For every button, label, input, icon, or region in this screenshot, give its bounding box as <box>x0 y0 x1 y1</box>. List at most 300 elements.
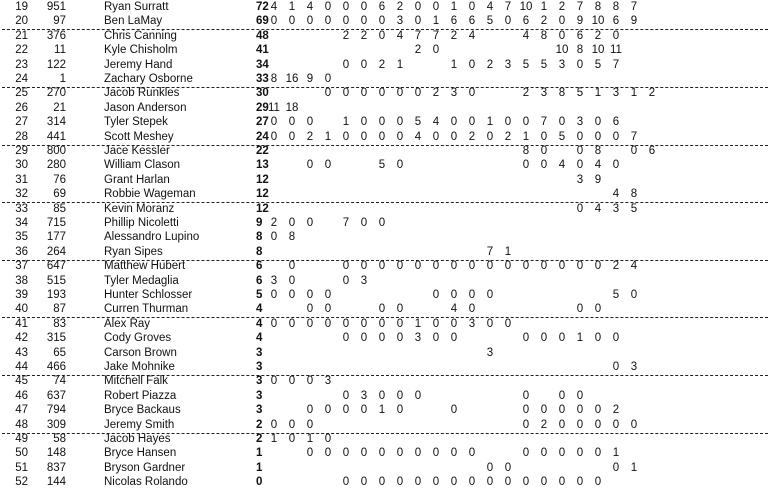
race-score-cell: 5 <box>378 159 386 172</box>
race-score-cell: 0 <box>324 87 332 100</box>
race-score-cell: 0 <box>324 1 332 13</box>
race-score-cell: 0 <box>288 289 296 301</box>
race-score-cell: 0 <box>612 461 620 474</box>
total-points-cell: 1 <box>256 447 263 460</box>
race-score-cell: 0 <box>360 476 368 489</box>
race-score-cell: 2 <box>540 418 548 431</box>
rider-name-cell: Kevin Moranz <box>104 202 175 215</box>
race-score-cell: 0 <box>558 116 566 129</box>
race-score-cell: 3 <box>270 274 278 287</box>
race-score-cell: 0 <box>288 116 296 129</box>
race-score-cell: 0 <box>378 116 386 129</box>
race-score-cell: 0 <box>594 130 602 143</box>
race-score-cell: 0 <box>288 15 296 28</box>
race-score-cell: 1 <box>540 1 548 13</box>
race-score-cell: 0 <box>324 433 332 445</box>
table-row <box>0 187 772 201</box>
total-points-cell: 22 <box>256 145 269 157</box>
race-score-cell: 4 <box>432 116 440 129</box>
race-score-cell: 0 <box>324 303 332 316</box>
position-cell: 24 <box>15 73 28 85</box>
race-score-cell: 0 <box>576 130 584 143</box>
race-score-cell: 0 <box>504 116 512 129</box>
total-points-cell: 3 <box>256 375 263 388</box>
race-score-cell: 0 <box>486 260 494 273</box>
race-score-cell: 0 <box>270 317 278 330</box>
position-cell: 27 <box>15 116 28 129</box>
rider-number-cell: 1 <box>59 73 66 85</box>
race-score-cell: 0 <box>306 404 314 417</box>
race-score-cell: 4 <box>594 202 602 215</box>
table-row <box>0 403 772 417</box>
race-score-cell: 0 <box>306 289 314 301</box>
race-score-cell: 0 <box>342 274 350 287</box>
race-score-cell: 0 <box>576 303 584 316</box>
race-score-cell: 5 <box>540 58 548 71</box>
table-row <box>0 158 772 172</box>
position-cell: 25 <box>15 87 28 100</box>
total-points-cell: 3 <box>256 346 263 359</box>
race-score-cell: 0 <box>540 447 548 460</box>
race-score-cell: 0 <box>630 145 638 157</box>
total-points-cell: 1 <box>256 461 263 474</box>
race-score-cell: 0 <box>486 461 494 474</box>
race-score-cell: 0 <box>288 130 296 143</box>
rider-number-cell: 177 <box>46 231 66 244</box>
race-score-cell: 4 <box>270 1 278 13</box>
race-score-cell: 0 <box>432 332 440 345</box>
race-score-cell: 1 <box>270 433 278 445</box>
race-score-cell: 0 <box>468 116 476 129</box>
race-score-cell: 0 <box>576 389 584 402</box>
race-score-cell: 8 <box>522 145 530 157</box>
race-score-cell: 4 <box>468 29 476 42</box>
race-score-cell: 0 <box>414 447 422 460</box>
race-score-cell: 0 <box>522 447 530 460</box>
position-cell: 38 <box>15 274 28 287</box>
race-score-cell: 0 <box>540 145 548 157</box>
race-score-cell: 2 <box>522 87 530 100</box>
total-points-cell: 41 <box>256 44 269 57</box>
race-score-cell: 0 <box>306 375 314 388</box>
total-points-cell: 12 <box>256 173 269 186</box>
race-score-cell: 9 <box>594 173 602 186</box>
race-score-cell: 0 <box>378 87 386 100</box>
race-score-cell: 0 <box>468 87 476 100</box>
race-score-cell: 0 <box>432 476 440 489</box>
race-score-cell: 2 <box>306 130 314 143</box>
race-score-cell: 0 <box>594 260 602 273</box>
race-score-cell: 0 <box>396 303 404 316</box>
race-score-cell: 4 <box>396 29 404 42</box>
rider-number-cell: 144 <box>46 476 66 489</box>
race-score-cell: 0 <box>504 461 512 474</box>
race-score-cell: 3 <box>612 202 620 215</box>
race-score-cell: 0 <box>576 202 584 215</box>
race-score-cell: 0 <box>504 317 512 330</box>
rider-number-cell: 83 <box>53 317 66 330</box>
race-score-cell: 7 <box>342 217 350 229</box>
race-score-cell: 6 <box>522 15 530 28</box>
race-score-cell: 8 <box>594 145 602 157</box>
race-score-cell: 5 <box>558 130 566 143</box>
table-row <box>0 274 772 288</box>
race-score-cell: 0 <box>612 361 620 373</box>
race-score-cell: 0 <box>360 332 368 345</box>
rider-name-cell: Tyler Stepek <box>104 116 168 129</box>
table-row <box>0 173 772 187</box>
race-score-cell: 0 <box>504 260 512 273</box>
total-points-cell: 69 <box>256 15 269 28</box>
rider-name-cell: Zachary Osborne <box>104 73 193 85</box>
race-score-cell: 0 <box>396 404 404 417</box>
race-score-cell: 0 <box>522 159 530 172</box>
rider-name-cell: Jacob Runkles <box>104 87 180 100</box>
race-score-cell: 0 <box>306 159 314 172</box>
rider-number-cell: 309 <box>46 418 66 431</box>
race-score-cell: 0 <box>558 15 566 28</box>
rider-number-cell: 715 <box>46 217 66 229</box>
race-score-cell: 0 <box>342 404 350 417</box>
race-score-cell: 0 <box>468 476 476 489</box>
race-score-cell: 3 <box>486 346 494 359</box>
position-cell: 26 <box>15 101 28 114</box>
total-points-cell: 8 <box>256 245 263 258</box>
rider-number-cell: 280 <box>46 159 66 172</box>
rider-number-cell: 87 <box>53 303 66 316</box>
race-score-cell: 0 <box>360 58 368 71</box>
table-row <box>0 130 772 144</box>
rider-name-cell: Phillip Nicoletti <box>104 217 179 229</box>
race-score-cell: 0 <box>576 418 584 431</box>
table-row <box>0 14 772 28</box>
race-score-cell: 0 <box>396 159 404 172</box>
table-row <box>0 432 772 446</box>
race-score-cell: 0 <box>450 289 458 301</box>
race-score-cell: 1 <box>342 116 350 129</box>
race-score-cell: 6 <box>450 15 458 28</box>
rider-name-cell: Cody Groves <box>104 332 172 345</box>
position-cell: 49 <box>15 433 28 445</box>
total-points-cell: 6 <box>256 274 263 287</box>
total-points-cell: 2 <box>256 418 263 431</box>
race-score-cell: 0 <box>468 260 476 273</box>
race-score-cell: 2 <box>432 87 440 100</box>
race-score-cell: 5 <box>630 202 638 215</box>
rider-name-cell: Bryce Hansen <box>104 447 177 460</box>
race-score-cell: 0 <box>504 15 512 28</box>
rider-name-cell: Jake Mohnike <box>104 361 175 373</box>
race-score-cell: 0 <box>432 317 440 330</box>
total-points-cell: 12 <box>256 188 269 201</box>
position-cell: 47 <box>15 404 28 417</box>
race-score-cell: 2 <box>540 15 548 28</box>
race-score-cell: 18 <box>285 101 299 114</box>
race-score-cell: 3 <box>540 87 548 100</box>
race-score-cell: 0 <box>450 447 458 460</box>
race-score-cell: 1 <box>594 87 602 100</box>
race-score-cell: 5 <box>576 87 584 100</box>
rider-number-cell: 97 <box>53 15 66 28</box>
rider-name-cell: Tyler Medaglia <box>104 274 179 287</box>
race-score-cell: 9 <box>576 15 584 28</box>
race-score-cell: 6 <box>378 1 386 13</box>
rider-name-cell: Curren Thurman <box>104 303 189 316</box>
race-score-cell: 8 <box>612 1 620 13</box>
race-score-cell: 8 <box>558 87 566 100</box>
race-score-cell: 1 <box>612 447 620 460</box>
race-score-cell: 2 <box>486 58 494 71</box>
race-score-cell: 0 <box>360 260 368 273</box>
race-score-cell: 0 <box>576 476 584 489</box>
rider-number-cell: 794 <box>46 404 66 417</box>
rider-name-cell: Robert Piazza <box>104 389 177 402</box>
table-row <box>0 418 772 432</box>
race-score-cell: 0 <box>612 29 620 42</box>
race-score-cell: 0 <box>612 418 620 431</box>
table-row <box>0 446 772 460</box>
position-cell: 34 <box>15 217 28 229</box>
race-score-cell: 0 <box>396 260 404 273</box>
race-score-cell: 0 <box>540 332 548 345</box>
race-score-cell: 0 <box>450 332 458 345</box>
race-score-cell: 0 <box>396 389 404 402</box>
table-row <box>0 86 772 100</box>
race-score-cell: 0 <box>342 389 350 402</box>
race-score-cell: 8 <box>540 29 548 42</box>
race-score-cell: 4 <box>486 1 494 13</box>
race-score-cell: 5 <box>612 289 620 301</box>
race-score-cell: 0 <box>414 476 422 489</box>
position-cell: 28 <box>15 130 28 143</box>
race-score-cell: 0 <box>558 389 566 402</box>
race-score-cell: 0 <box>522 260 530 273</box>
race-score-cell: 2 <box>270 217 278 229</box>
race-score-cell: 0 <box>288 433 296 445</box>
race-score-cell: 7 <box>576 1 584 13</box>
race-score-cell: 1 <box>450 58 458 71</box>
race-score-cell: 0 <box>486 130 494 143</box>
total-points-cell: 13 <box>256 159 269 172</box>
race-score-cell: 0 <box>414 260 422 273</box>
race-score-cell: 0 <box>378 303 386 316</box>
rider-name-cell: Robbie Wageman <box>104 188 196 201</box>
race-score-cell: 7 <box>432 29 440 42</box>
total-points-cell: 48 <box>256 29 269 42</box>
race-score-cell: 0 <box>360 15 368 28</box>
race-score-cell: 0 <box>360 317 368 330</box>
race-score-cell: 0 <box>432 260 440 273</box>
position-cell: 39 <box>15 289 28 301</box>
race-score-cell: 0 <box>630 289 638 301</box>
race-score-cell: 10 <box>591 15 605 28</box>
race-score-cell: 0 <box>342 1 350 13</box>
race-score-cell: 0 <box>306 15 314 28</box>
race-score-cell: 0 <box>324 15 332 28</box>
race-score-cell: 10 <box>591 44 605 57</box>
total-points-cell: 27 <box>256 116 269 129</box>
race-score-cell: 0 <box>396 87 404 100</box>
race-score-cell: 6 <box>612 116 620 129</box>
race-score-cell: 0 <box>540 260 548 273</box>
race-score-cell: 7 <box>540 116 548 129</box>
race-score-cell: 0 <box>468 58 476 71</box>
race-score-cell: 0 <box>288 217 296 229</box>
race-score-cell: 0 <box>558 29 566 42</box>
race-score-cell: 0 <box>576 58 584 71</box>
table-row <box>0 259 772 273</box>
race-score-cell: 8 <box>630 188 638 201</box>
race-score-cell: 1 <box>414 317 422 330</box>
total-points-cell: 4 <box>256 303 263 316</box>
position-cell: 31 <box>15 173 28 186</box>
race-score-cell: 5 <box>594 58 602 71</box>
race-score-cell: 0 <box>396 476 404 489</box>
rider-name-cell: Nicolas Rolando <box>104 476 188 489</box>
race-score-cell: 2 <box>342 29 350 42</box>
race-score-cell: 0 <box>378 332 386 345</box>
table-row <box>0 202 772 216</box>
race-score-cell: 0 <box>342 130 350 143</box>
race-score-cell: 6 <box>468 15 476 28</box>
race-score-cell: 0 <box>594 476 602 489</box>
table-row <box>0 58 772 72</box>
rider-name-cell: Mitchell Falk <box>104 375 168 388</box>
race-score-cell: 0 <box>432 447 440 460</box>
race-score-cell: 2 <box>396 1 404 13</box>
race-score-cell: 0 <box>558 476 566 489</box>
rider-name-cell: Matthew Hubert <box>104 260 186 273</box>
race-score-cell: 3 <box>324 375 332 388</box>
rider-name-cell: Hunter Schlosser <box>104 289 193 301</box>
race-score-cell: 0 <box>324 317 332 330</box>
rider-number-cell: 21 <box>53 101 66 114</box>
table-row <box>0 144 772 158</box>
rider-number-cell: 264 <box>46 245 66 258</box>
race-score-cell: 0 <box>360 217 368 229</box>
table-row <box>0 360 772 374</box>
rider-name-cell: Scott Meshey <box>104 130 174 143</box>
race-score-cell: 0 <box>414 1 422 13</box>
rider-name-cell: Jeremy Smith <box>104 418 175 431</box>
race-score-cell: 7 <box>612 58 620 71</box>
position-cell: 46 <box>15 389 28 402</box>
race-score-cell: 0 <box>450 260 458 273</box>
race-score-cell: 3 <box>414 332 422 345</box>
race-score-cell: 0 <box>558 332 566 345</box>
race-score-cell: 0 <box>558 260 566 273</box>
race-score-cell: 0 <box>540 404 548 417</box>
race-score-cell: 7 <box>414 29 422 42</box>
position-cell: 48 <box>15 418 28 431</box>
race-score-cell: 0 <box>360 404 368 417</box>
race-score-cell: 0 <box>306 317 314 330</box>
rider-number-cell: 65 <box>53 346 66 359</box>
rider-number-cell: 441 <box>46 130 66 143</box>
race-score-cell: 0 <box>576 447 584 460</box>
race-score-cell: 0 <box>270 15 278 28</box>
race-score-cell: 0 <box>468 289 476 301</box>
race-score-cell: 0 <box>594 303 602 316</box>
race-score-cell: 0 <box>306 116 314 129</box>
table-row <box>0 0 772 14</box>
rider-number-cell: 148 <box>46 447 66 460</box>
position-cell: 21 <box>15 29 28 42</box>
position-cell: 51 <box>15 461 28 474</box>
race-score-cell: 0 <box>432 289 440 301</box>
race-score-cell: 0 <box>360 130 368 143</box>
race-score-cell: 3 <box>612 87 620 100</box>
race-score-cell: 4 <box>612 188 620 201</box>
race-score-cell: 7 <box>486 245 494 258</box>
race-score-cell: 0 <box>378 389 386 402</box>
race-score-cell: 0 <box>576 260 584 273</box>
race-score-cell: 1 <box>630 461 638 474</box>
rider-name-cell: Ryan Sipes <box>104 245 163 258</box>
race-score-cell: 7 <box>504 1 512 13</box>
race-score-cell: 0 <box>288 274 296 287</box>
total-points-cell: 2 <box>256 433 263 445</box>
position-cell: 29 <box>15 145 28 157</box>
rider-name-cell: Jeremy Hand <box>104 58 173 71</box>
table-row <box>0 302 772 316</box>
position-cell: 37 <box>15 260 28 273</box>
race-score-cell: 2 <box>450 29 458 42</box>
race-score-cell: 0 <box>288 317 296 330</box>
race-score-cell: 0 <box>342 15 350 28</box>
race-score-cell: 0 <box>324 404 332 417</box>
race-score-cell: 8 <box>270 73 278 85</box>
race-score-cell: 6 <box>648 145 656 157</box>
race-score-cell: 0 <box>324 289 332 301</box>
table-row <box>0 317 772 331</box>
race-score-cell: 0 <box>396 116 404 129</box>
race-score-cell: 0 <box>342 447 350 460</box>
race-score-cell: 0 <box>342 476 350 489</box>
total-points-cell: 24 <box>256 130 269 143</box>
table-row <box>0 216 772 230</box>
race-score-cell: 0 <box>270 418 278 431</box>
race-score-cell: 5 <box>522 58 530 71</box>
table-row <box>0 101 772 115</box>
race-score-cell: 8 <box>594 1 602 13</box>
race-score-cell: 0 <box>576 159 584 172</box>
race-score-cell: 0 <box>450 404 458 417</box>
race-score-cell: 4 <box>630 260 638 273</box>
total-points-cell: 4 <box>256 332 263 345</box>
race-score-cell: 1 <box>396 58 404 71</box>
table-row <box>0 475 772 489</box>
race-score-cell: 8 <box>288 231 296 244</box>
race-score-cell: 0 <box>270 130 278 143</box>
race-score-cell: 0 <box>306 418 314 431</box>
rider-number-cell: 466 <box>46 361 66 373</box>
race-score-cell: 10 <box>519 1 533 13</box>
position-cell: 41 <box>15 317 28 330</box>
rider-number-cell: 74 <box>53 375 66 388</box>
rider-name-cell: Grant Harlan <box>104 173 170 186</box>
position-cell: 36 <box>15 245 28 258</box>
race-score-cell: 0 <box>540 159 548 172</box>
total-points-cell: 6 <box>256 260 263 273</box>
rider-number-cell: 314 <box>46 116 66 129</box>
rider-name-cell: Chris Canning <box>104 29 177 42</box>
race-score-cell: 0 <box>396 130 404 143</box>
race-score-cell: 3 <box>360 389 368 402</box>
rider-number-cell: 122 <box>46 58 66 71</box>
table-row <box>0 461 772 475</box>
position-cell: 42 <box>15 332 28 345</box>
